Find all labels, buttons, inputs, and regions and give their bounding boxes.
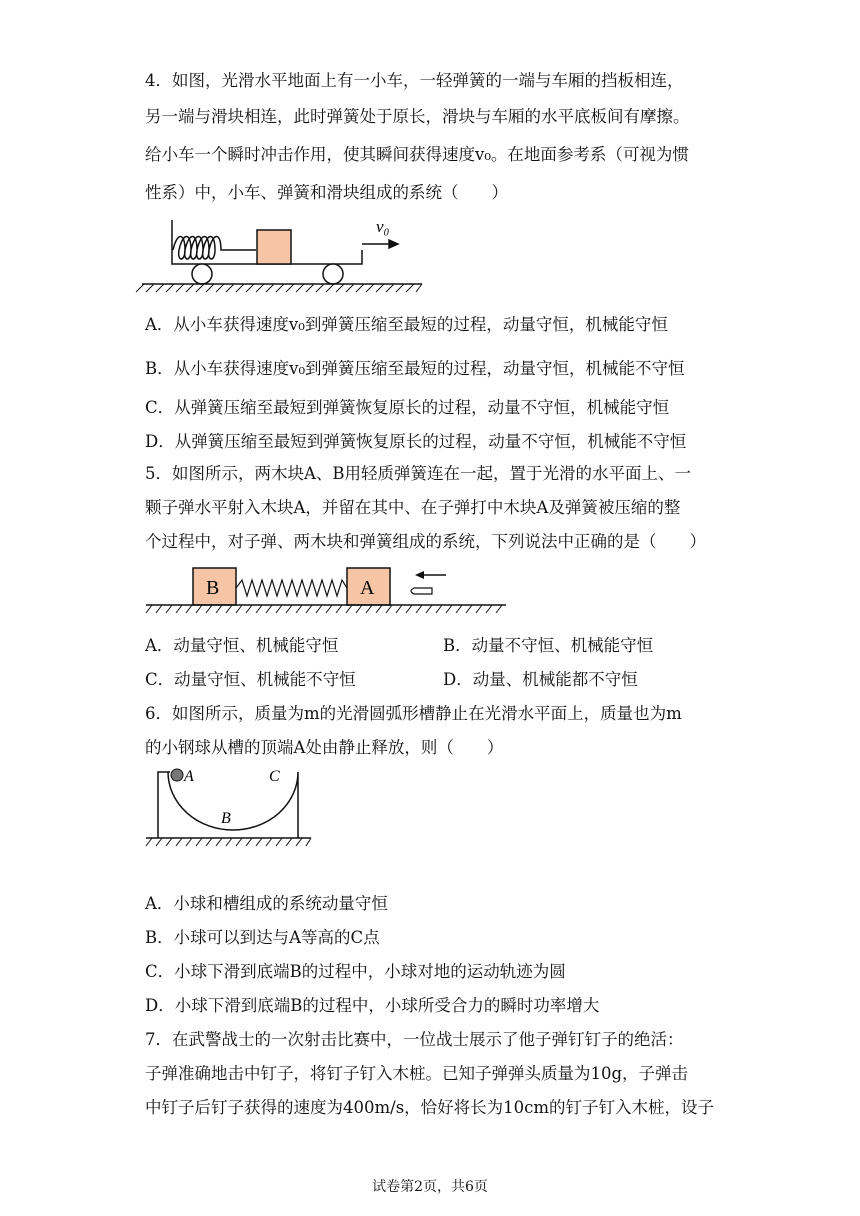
q4-cart-figure <box>142 212 422 292</box>
q7-line-2: 子弹准确地击中钉子，将钉子钉入木桩。已知子弹弹头质量为10g，子弹击 <box>145 1064 689 1083</box>
slider-block <box>257 230 291 264</box>
spring <box>173 237 256 260</box>
q4-line-1: 4．如图，光滑水平地面上有一小车，一轻弹簧的一端与车厢的挡板相连， <box>145 71 684 90</box>
q6-line-2: 的小钢球从槽的顶端A处由静止释放，则（ ） <box>145 738 504 757</box>
label-b: B <box>221 810 231 827</box>
q4-line-4: 性系）中，小车、弹簧和滑块组成的系统（ ） <box>145 183 508 202</box>
block-a-label: A <box>360 577 375 599</box>
q5-line-2: 颗子弹水平射入木块A，并留在其中、在子弹打中木块A及弹簧被压缩的整 <box>145 498 681 517</box>
q4-option-a: A．从小车获得速度v₀到弹簧压缩至最短的过程，动量守恒，机械能守恒 <box>145 315 668 334</box>
q4-line-2: 另一端与滑块相连，此时弹簧处于原长，滑块与车厢的水平底板间有摩擦。 <box>145 107 690 126</box>
q6-option-d: D．小球下滑到底端B的过程中，小球所受合力的瞬时功率增大 <box>145 996 600 1015</box>
q5-option-d: D．动量、机械能都不守恒 <box>443 670 638 689</box>
velocity-label: v₀ <box>376 217 390 236</box>
q5-option-b: B．动量不守恒、机械能守恒 <box>443 636 654 655</box>
q5-line-1: 5．如图所示，两木块A、B用轻质弹簧连在一起，置于光滑的水平面上、一 <box>145 464 692 483</box>
page-footer: 试卷第2页，共6页 <box>372 1179 488 1195</box>
q4-option-b: B．从小车获得速度v₀到弹簧压缩至最短的过程，动量守恒，机械能不守恒 <box>145 359 685 378</box>
steel-ball <box>171 769 183 781</box>
q6-line-1: 6．如图所示，质量为m的光滑圆弧形槽静止在光滑水平面上，质量也为m <box>145 704 682 723</box>
q5-option-c: C．动量守恒、机械能不守恒 <box>145 670 356 689</box>
label-a: A <box>184 768 194 785</box>
q4-option-d: D．从弹簧压缩至最短到弹簧恢复原长的过程，动量不守恒，机械能不守恒 <box>145 432 687 451</box>
bullet <box>411 588 432 594</box>
right-wheel <box>323 264 343 284</box>
block-b-label: B <box>206 577 220 599</box>
q7-line-1: 7．在武警战士的一次射击比赛中，一位战士展示了他子弹钉钉子的绝活： <box>145 1030 684 1049</box>
q6-groove-figure <box>146 768 311 848</box>
q5-blocks-figure <box>146 568 506 614</box>
left-wheel <box>192 264 212 284</box>
label-c: C <box>269 768 280 785</box>
q6-option-c: C．小球下滑到底端B的过程中，小球对地的运动轨迹为圆 <box>145 962 566 981</box>
q7-line-3: 中钉子后钉子获得的速度为400m/s，恰好将长为10cm的钉子钉入木桩，设子 <box>145 1098 715 1117</box>
q6-option-b: B．小球可以到达与A等高的C点 <box>145 928 380 947</box>
q5-line-3: 个过程中，对子弹、两木块和弹簧组成的系统，下列说法中正确的是（ ） <box>145 532 706 551</box>
q6-option-a: A．小球和槽组成的系统动量守恒 <box>145 894 388 913</box>
q4-option-c: C．从弹簧压缩至最短到弹簧恢复原长的过程，动量不守恒，机械能守恒 <box>145 398 670 417</box>
q5-option-a: A．动量守恒、机械能守恒 <box>145 636 339 655</box>
q4-line-3: 给小车一个瞬时冲击作用，使其瞬间获得速度v₀。在地面参考系（可视为惯 <box>145 145 689 164</box>
spring <box>236 580 347 596</box>
